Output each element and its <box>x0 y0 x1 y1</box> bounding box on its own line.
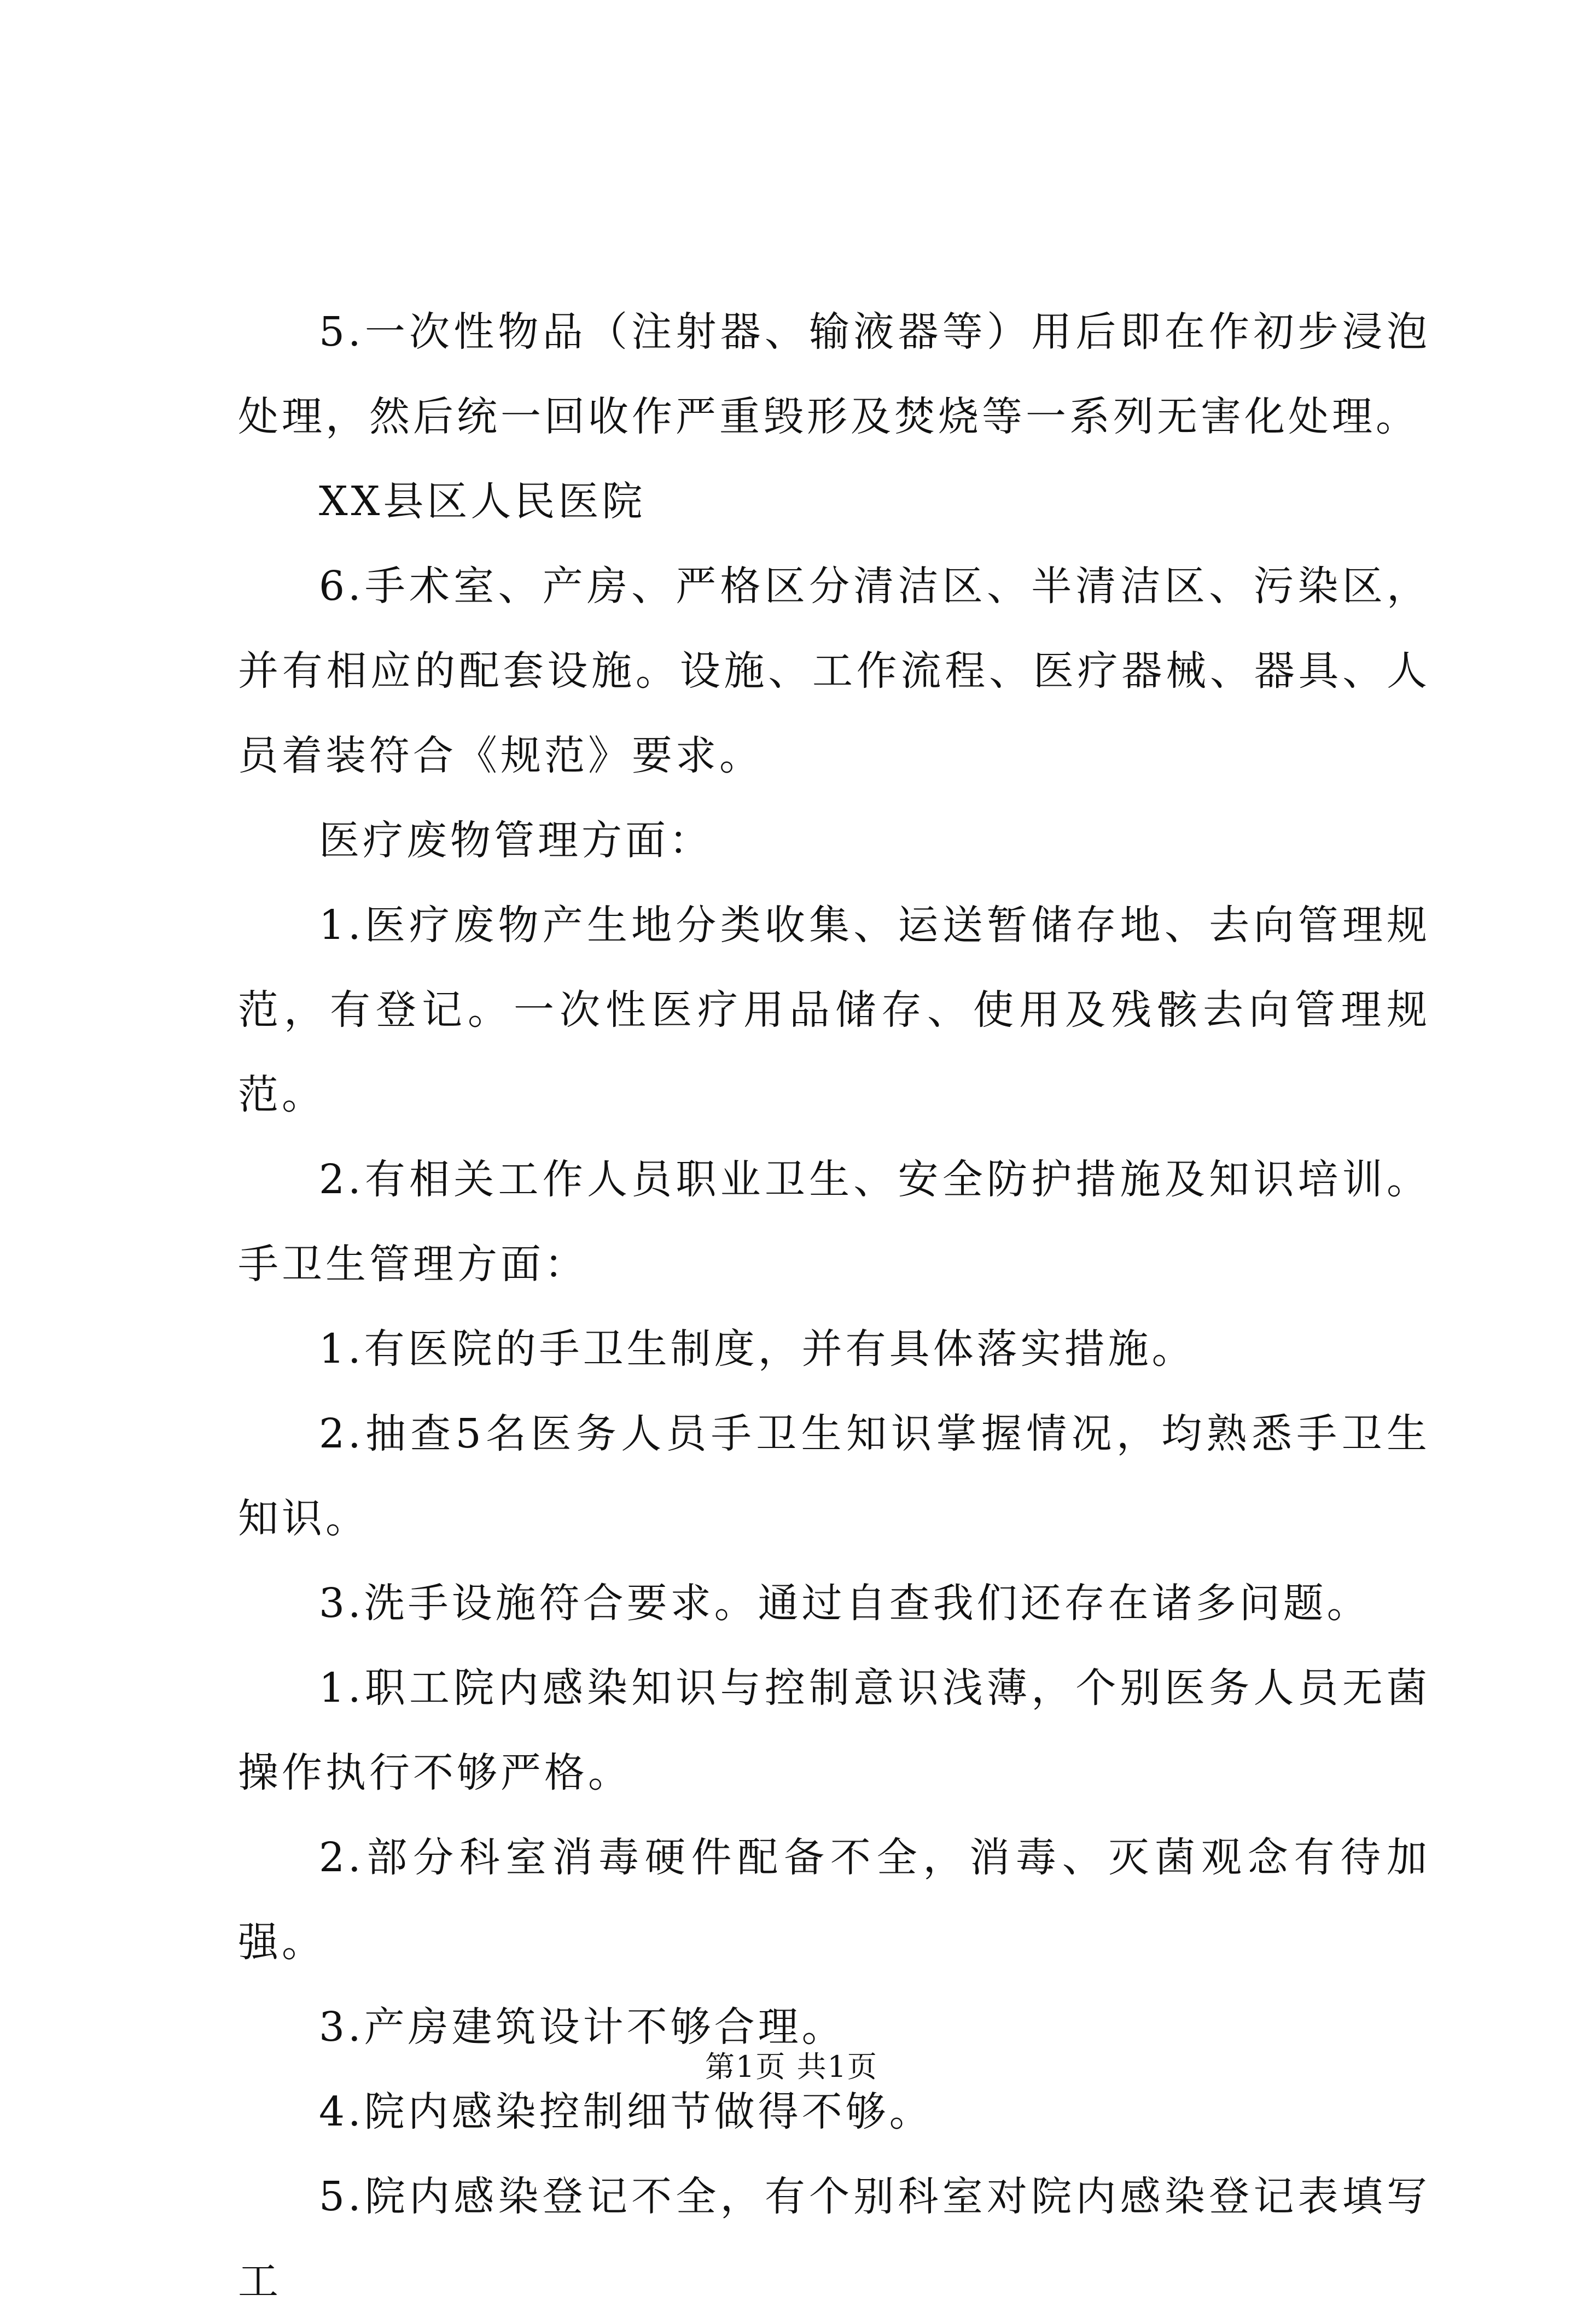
document-body <box>238 290 1430 2324</box>
paragraph-hand-hygiene-system: 1.有医院的手卫生制度，并有具体落实措施。 <box>319 1326 1196 1373</box>
paragraph-problem-registration: 5.院内感染登记不全，有个别科室对院内感染登记表填写工 <box>238 2173 1430 2305</box>
paragraph-disposable-items: 5.一次性物品（注射器、输液器等）用后即在作初步浸泡处理，然后统一回收作严重毁形及焚烧等一系列无害化处理。 <box>238 308 1430 440</box>
paragraph-hand-hygiene-check: 2.抽查5名医务人员手卫生知识掌握情况，均熟悉手卫生知识。 <box>238 1410 1430 1542</box>
section-heading-medical-waste: 医疗废物管理方面： <box>319 817 713 864</box>
paragraph-staff-protection: 2.有相关工作人员职业卫生、安全防护措施及知识培训。手卫生管理方面： <box>238 1156 1430 1288</box>
paragraph-problem-awareness: 1.职工院内感染知识与控制意识浅薄，个别医务人员无菌操作执行不够严格。 <box>238 1665 1430 1796</box>
paragraph-problem-control-details: 4.院内感染控制细节做得不够。 <box>319 2088 933 2135</box>
paragraph-operating-room: 6.手术室、产房、严格区分清洁区、半清洁区、污染区，并有相应的配套设施。设施、工作流程、医疗器械、器具、人员着装符合《规范》要求。 <box>238 563 1430 779</box>
paragraph-hospital-name: XX县区人民医院 <box>319 478 646 525</box>
page-number-footer: 第1页 共1页 <box>705 2049 878 2084</box>
paragraph-handwashing-facilities: 3.洗手设施符合要求。通过自查我们还存在诸多问题。 <box>319 1580 1371 1627</box>
paragraph-problem-disinfection: 2.部分科室消毒硬件配备不全，消毒、灭菌观念有待加强。 <box>238 1834 1430 1966</box>
paragraph-problem-delivery-room: 3.产房建筑设计不够合理。 <box>319 2004 846 2051</box>
paragraph-waste-collection: 1.医疗废物产生地分类收集、运送暂储存地、去向管理规范，有登记。一次性医疗用品储存、使用及残骸去向管理规范。 <box>238 902 1430 1118</box>
